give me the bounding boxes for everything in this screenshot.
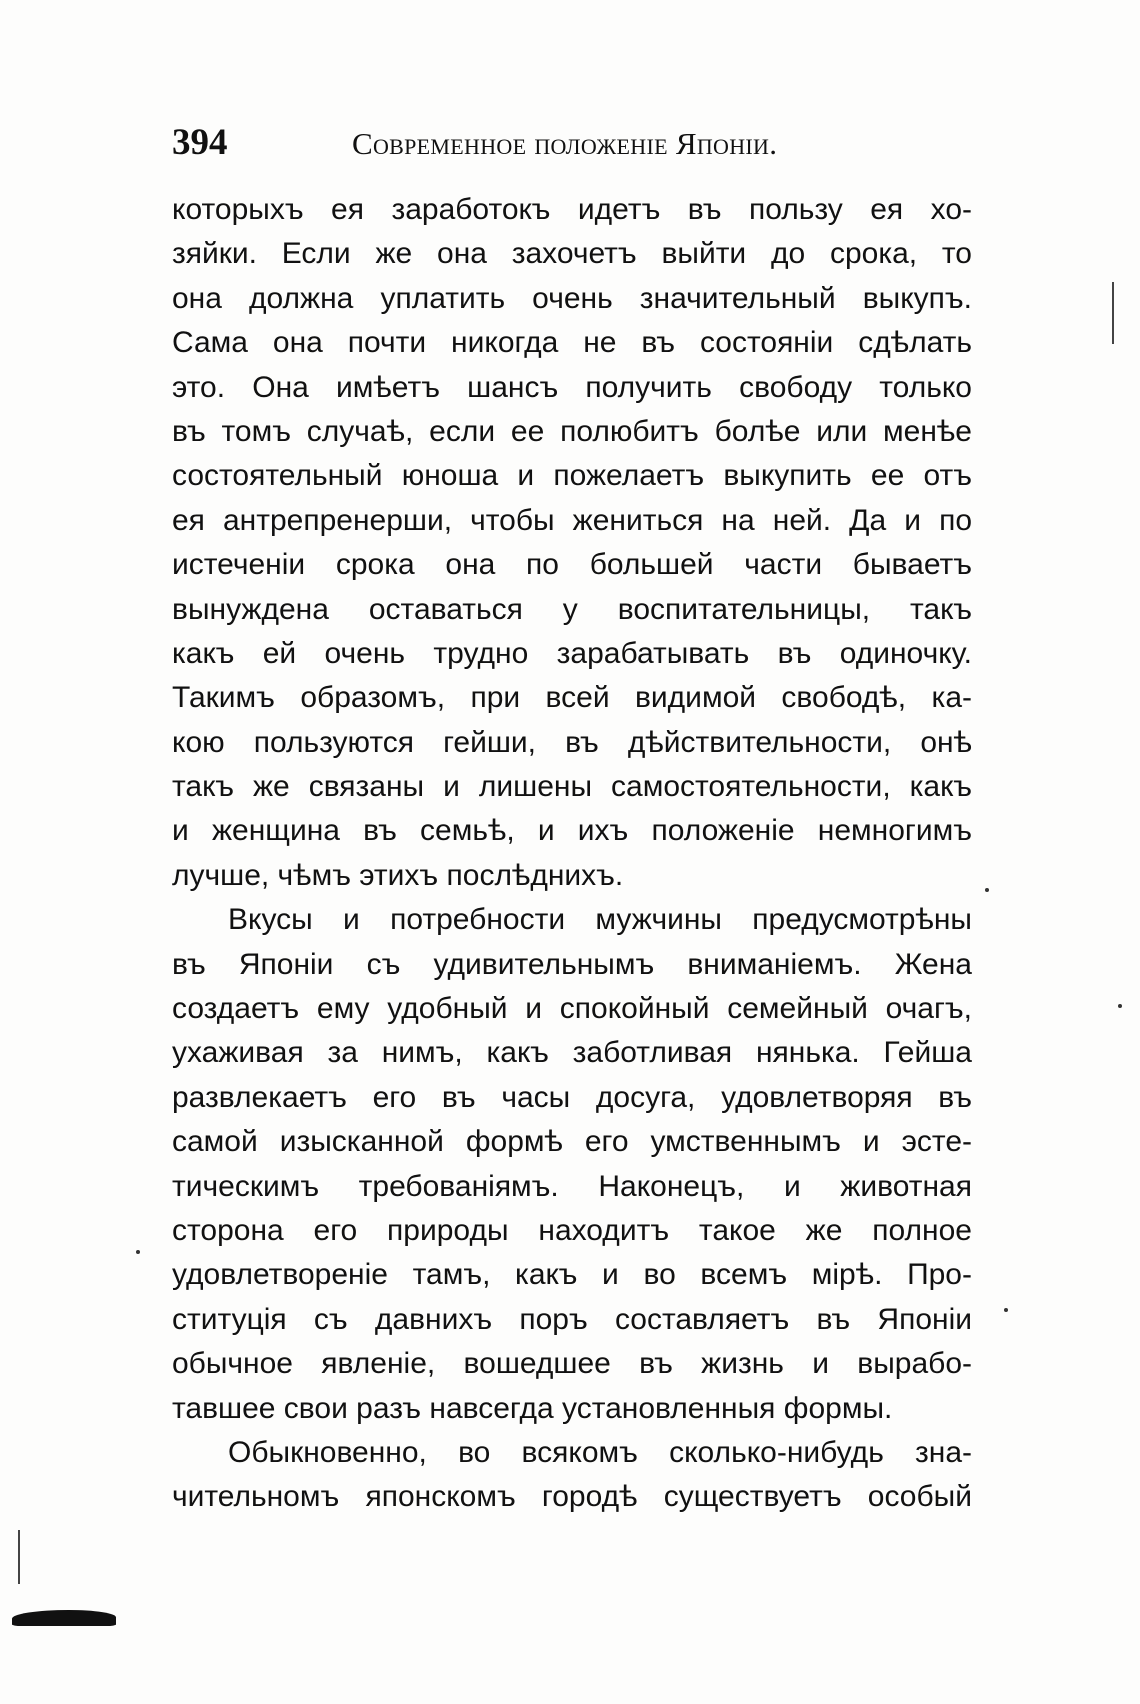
text-line: создаетъ ему удобный и спокойный семейный очагъ, xyxy=(172,992,972,1026)
text-line: Вкусы и потребности мужчины предусмотрѣны xyxy=(228,903,972,937)
text-line: вынуждена оставаться у воспитательницы, такъ xyxy=(172,592,972,626)
text-line: истеченіи срока она по большей части бываетъ xyxy=(172,548,972,582)
text-line: ституція съ давнихъ поръ составляетъ въ Японіи xyxy=(172,1302,972,1336)
text-line: которыхъ ея заработокъ идетъ въ пользу ея хо- xyxy=(172,193,972,226)
running-title: Современное положеніе Японіи. xyxy=(352,126,778,161)
text-line: ухаживая за нимъ, какъ заботливая нянька. Гейша xyxy=(172,1036,972,1070)
page-header xyxy=(172,120,972,170)
text-line: Сама она почти никогда не въ состояніи сдѣлать xyxy=(172,326,972,360)
text-line: самой изысканной формѣ его умственнымъ и эсте- xyxy=(172,1125,972,1159)
scan-dot xyxy=(985,888,989,892)
text-line: тическимъ требованіямъ. Наконецъ, и животная xyxy=(172,1169,972,1203)
scan-mark-right-upper xyxy=(1112,282,1114,344)
text-line: обычное явленіе, вошедшее въ жизнь и вырабо- xyxy=(172,1347,972,1381)
text-line: зяйки. Если же она захочетъ выйти до срока, то xyxy=(172,237,972,271)
text-line: чительномъ японскомъ городѣ существуетъ особый xyxy=(172,1480,972,1514)
text-line: удовлетвореніе тамъ, какъ и во всемъ мірѣ. Про- xyxy=(172,1258,972,1292)
text-line: лучше, чѣмъ этихъ послѣднихъ. xyxy=(172,858,624,892)
text-line: въ томъ случаѣ, если ее полюбитъ болѣе или менѣе xyxy=(172,414,972,448)
scan-mark-left-lower xyxy=(18,1530,20,1584)
text-line: Такимъ образомъ, при всей видимой свободѣ, ка- xyxy=(172,681,972,715)
text-line: и женщина въ семьѣ, и ихъ положеніе немногимъ xyxy=(172,814,972,848)
body-text xyxy=(172,188,972,1520)
text-line: развлекаетъ его въ часы досуга, удовлетворяя въ xyxy=(172,1080,972,1114)
scan-blot xyxy=(12,1610,116,1626)
text-line: тавшее свои разъ навсегда установленныя формы. xyxy=(172,1391,893,1425)
text-line: какъ ей очень трудно зарабатывать въ одиночку. xyxy=(172,636,972,670)
text-line: состоятельный юноша и пожелаетъ выкупить ее отъ xyxy=(172,459,972,493)
text-line: она должна уплатить очень значительный выкупъ. xyxy=(172,281,972,315)
text-line: ея антрепренерши, чтобы жениться на ней. Да и по xyxy=(172,503,972,537)
text-line: сторона его природы находитъ такое же полное xyxy=(172,1213,972,1247)
text-line: это. Она имѣетъ шансъ получить свободу только xyxy=(172,370,972,404)
text-line: такъ же связаны и лишены самостоятельности, какъ xyxy=(172,770,972,804)
scan-dot xyxy=(1118,1004,1122,1008)
text-line: въ Японіи съ удивительнымъ вниманіемъ. Жена xyxy=(172,947,972,981)
scan-dot xyxy=(136,1250,140,1254)
scan-dot xyxy=(1004,1308,1008,1312)
text-line: кою пользуются гейши, въ дѣйствительности, онѣ xyxy=(172,725,972,759)
text-line: Обыкновенно, во всякомъ сколько-нибудь зна- xyxy=(228,1435,972,1469)
page-number: 394 xyxy=(172,122,228,163)
